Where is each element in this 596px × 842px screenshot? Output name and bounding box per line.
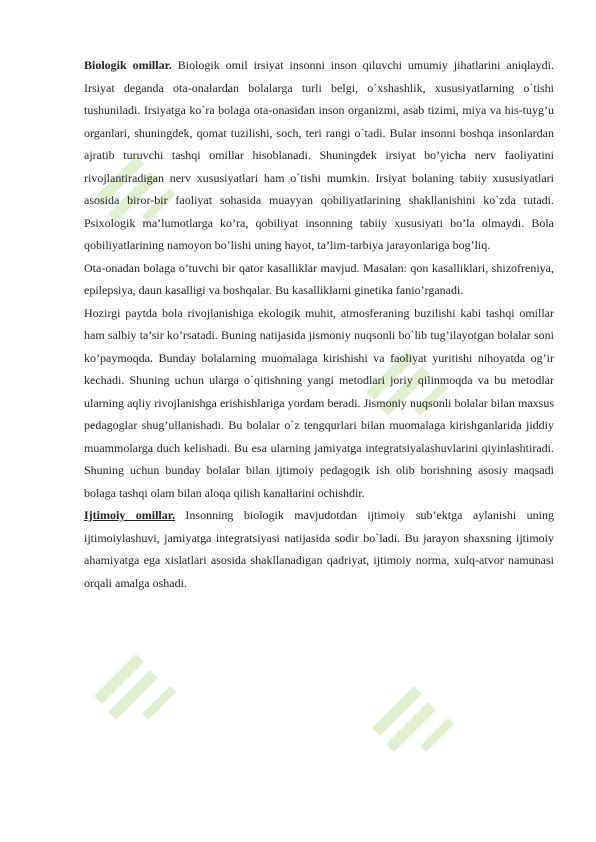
section-heading-biological-factors: Biologik omillar. [84,58,172,72]
watermark-logo-icon [362,660,482,780]
paragraph-text: Ota-onadan bolaga o’tuvchi bir qator kasalliklar mavjud. Masalan: qon kasalliklari, shizofreniya, epilepsiya, daun kasalligi va boshqalar. Bu kasalliklarni ginetika fanio’rganadi. [84,260,554,297]
paragraph-inherited-diseases [84,257,554,302]
paragraph-environmental-factors [84,302,554,505]
paragraph-text: Insonning biologik mavjudotdan ijtimoiy sub’ektga aylanishi uning ijtimoiylashuvi, jamiyatga integratsiyasi natijasida sodir bo`ladi. Bu jarayon shaxsning ijtimoiy ahamiyatga ega xislatlari asosida shakllanadigan qadriyat, ijtimoiy norma, xulq-atvor namunasi orqali amalga oshadi. [84,508,554,590]
watermark-logo-icon [84,628,204,748]
paragraph-biological-factors [84,54,554,257]
paragraph-social-factors [84,504,554,594]
document-body [84,54,554,594]
section-heading-social-factors: Ijtimoiy omillar. [84,508,175,522]
paragraph-text: Hozirgi paytda bola rivojlanishiga ekologik muhit, atmosferaning buzilishi kabi tashqi omillar ham salbiy ta’sir ko’rsatadi. Buning natijasida jismoniy nuqsonli bo`lib tug’ilayotgan bolalar soni ko’paymoqda. Bunday bolalarning muomalaga kirishishi va faoliyat yuritishi nihoyatda og’ir kechadi. Shuning uchun ularga o`qitishning yangi metodlari joriy qilinmoqda va bu metodlar ularning aqliy rivojlanishga erishishlariga yordam beradi. Jismoniy nuqsonli bolalar bilan maxsus pedagoglar shug’ullanishadi. Bu bolalar o`z tengqurlari bilan muomalaga kirishganlarida jiddiy muammolarga duch kelishadi. Bu esa ularning jamiyatga integratsiyalashuvlarini qiyinlashtiradi. Shuning uchun bunday bolalar bilan ijtimoiy pedagogik ish olib borishning asosiy maqsadi bolaga tashqi olam bilan aloqa qilish kanallarini ochishdir. [84,305,554,500]
paragraph-text: Biologik omil irsiyat insonni inson qiluvchi umumiy jihatlarini aniqlaydi. Irsiyat deganda ota-onalardan bolalarga turli belgi, o`xshashlik, xususiyatlarning o`tishi tushuniladi. Irsiyatga ko`ra bolaga ota-onasidan inson organizmi, asab tizimi, miya va his-tuyg’u organlari, shuningdek, qomat tuzilishi, soch, teri rangi o`tadi. Bular insonni boshqa insonlardan ajratib turuvchi tashqi omillar hisoblanadi. Shuningdek irsiyat bo’yicha nerv faoliyatini rivojlantiradigan nerv xususiyatlari ham o`tishi mumkin. Irsiyat bolaning tabiiy xususiyatlari asosida biror-bir faoliyat sohasida muayyan qobiliyatlarining shakllanishini ko`zda tutadi. Psixologik ma’lumotlarga ko’ra, qobiliyat insonning tabiiy xususiyati bo’la olmaydi. Bola qobiliyatlarining namoyon bo’lishi uning hayot, ta’lim-tarbiya jarayonlariga bog’liq. [84,58,555,252]
